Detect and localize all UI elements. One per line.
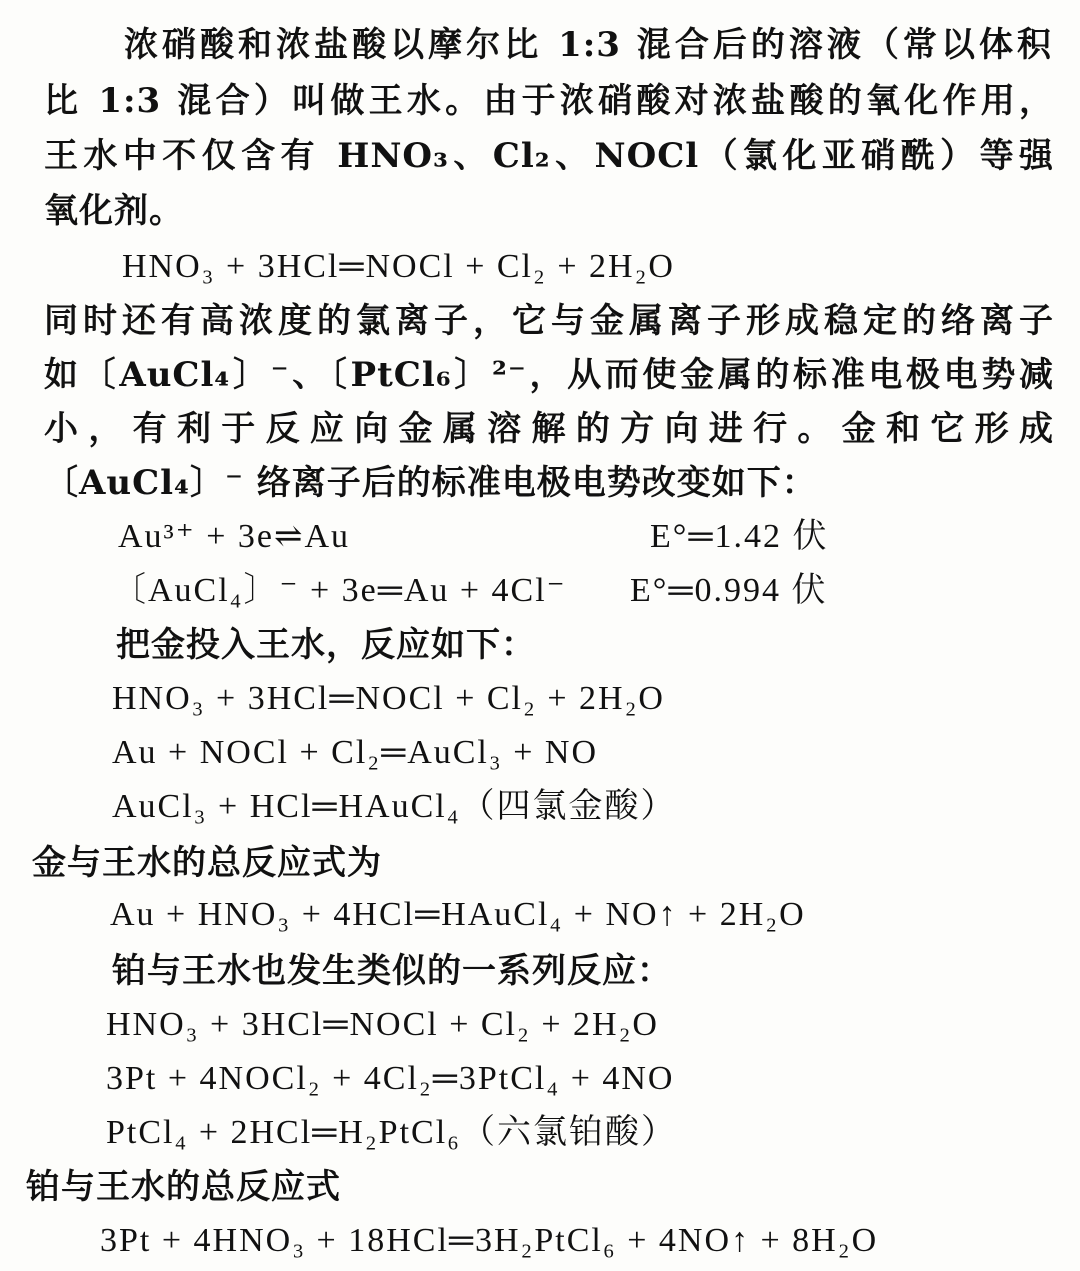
paragraph-line-1: 浓硝酸和浓盐酸以摩尔比 1:3 混合后的溶液（常以体积 (124, 25, 1052, 65)
potential-row-1 (118, 514, 350, 560)
potential-value-row-2 (630, 568, 827, 614)
potential-value-1: E°═1.42 伏 (650, 518, 829, 555)
paragraph-platinum-intro: 铂与王水也发生类似的一系列反应： (112, 951, 672, 991)
paragraph-line-7: 小，有利于反应向金属溶解的方向进行。金和它形成 (44, 409, 1054, 449)
equation-platinum-overall: 3Pt + 4HNO₃ + 18HCl═3H₂PtCl₆ + 4NO↑ + 8H₂O (100, 1222, 879, 1259)
paragraph-line-3: 王水中不仅含有 HNO₃、Cl₂、NOCl（氯化亚硝酰）等强 (44, 136, 1054, 176)
paragraph-line-8: 〔AuCl₄〕⁻ 络离子后的标准电极电势改变如下： (44, 463, 817, 503)
equation-gold-step-1: HNO₃ + 3HCl═NOCl + Cl₂ + 2H₂O (112, 680, 665, 717)
paragraph-line-6: 如〔AuCl₄〕⁻、〔PtCl₆〕²⁻，从而使金属的标准电极电势减 (44, 355, 1054, 395)
paragraph-gold-intro: 把金投入王水，反应如下： (116, 625, 536, 665)
paragraph-line-4: 氧化剂。 (44, 191, 184, 231)
potential-value-row-1 (650, 514, 828, 560)
equation-platinum-step-1: HNO₃ + 3HCl═NOCl + Cl₂ + 2H₂O (106, 1006, 659, 1043)
heading-gold-overall: 金与王水的总反应式为 (32, 843, 382, 883)
potential-reaction-2: 〔AuCl₄〕⁻ + 3e═Au + 4Cl⁻ (112, 572, 567, 609)
equation-gold-overall: Au + HNO₃ + 4HCl═HAuCl₄ + NO↑ + 2H₂O (110, 896, 806, 933)
potential-row-2 (112, 568, 567, 614)
equation-platinum-step-3: PtCl₄ + 2HCl═H₂PtCl₆（六氯铂酸） (106, 1114, 678, 1151)
equation-platinum-step-2: 3Pt + 4NOCl₂ + 4Cl₂═3PtCl₄ + 4NO (106, 1060, 675, 1097)
equation-gold-step-3: AuCl₃ + HCl═HAuCl₄（四氯金酸） (112, 788, 677, 825)
equation-nitric-hydrochloric: HNO₃ + 3HCl═NOCl + Cl₂ + 2H₂O (122, 248, 675, 285)
potential-value-2: E°═0.994 伏 (630, 572, 828, 609)
paragraph-line-5: 同时还有高浓度的氯离子，它与金属离子形成稳定的络离子 (44, 301, 1054, 341)
heading-platinum-overall: 铂与王水的总反应式 (26, 1167, 341, 1207)
equation-gold-step-2: Au + NOCl + Cl₂═AuCl₃ + NO (112, 734, 599, 771)
potential-reaction-1: Au³⁺ + 3e⇌Au (118, 518, 351, 555)
paragraph-line-2: 比 1:3 混合）叫做王水。由于浓硝酸对浓盐酸的氧化作用， (44, 81, 1054, 121)
